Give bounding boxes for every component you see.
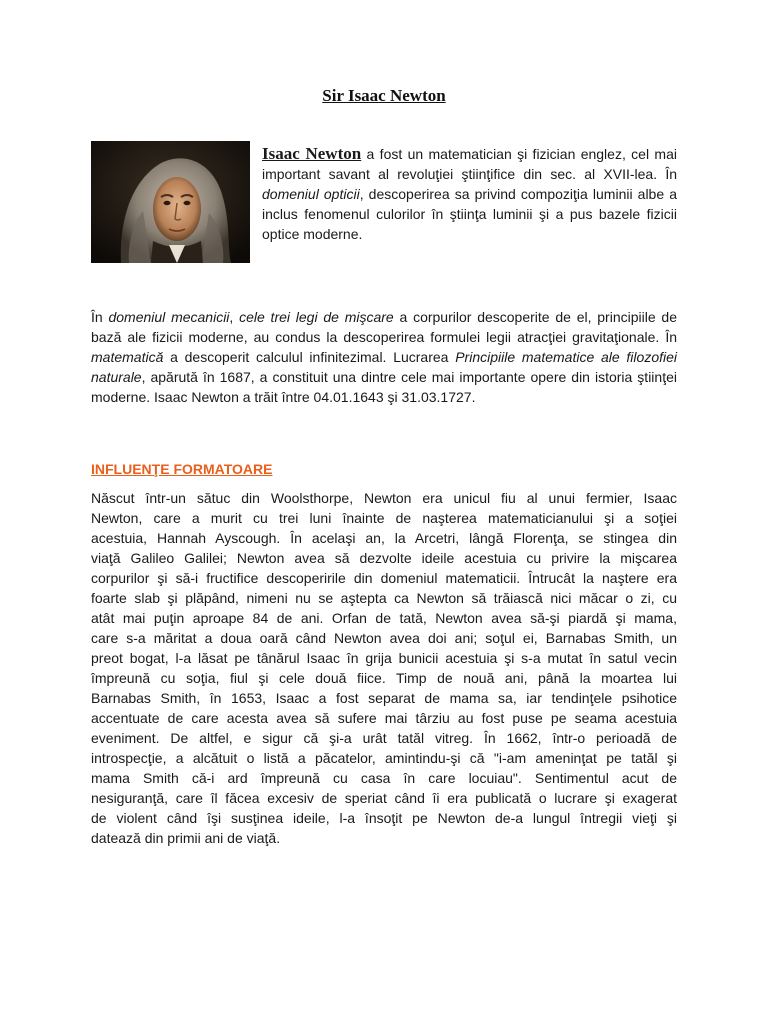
biography-line: de violent când îşi susţinea ideile, l-a însoţit pe Newton de-a lungul întregii vieţi şi [91, 810, 677, 826]
biography-line: preot bogat, l-a lăsat pe tânărul Isaac în grija bunicii acestuia şi s-a mutat în satul vecin [91, 650, 677, 666]
intro-paragraph [262, 144, 677, 244]
biography-line: care s-a măritat a doua oară când Newton avea doi ani; soţul ei, Barnabas Smith, un [91, 630, 677, 646]
biography-line: acestuia, Hannah Ayscough. În acelaşi an, la Arcetri, lângă Florenţa, se stingea din [91, 530, 677, 546]
biography-line: Barnabas Smith, în 1653, Isaac a fost separat de mama sa, iar tendinţele psihotice [91, 690, 677, 706]
mechanics-paragraph [91, 307, 677, 407]
biography-line: eveniment. De altfel, e sigur că şi-a urât tatăl vitreg. În 1662, într-o perioadă de [91, 730, 677, 746]
mechanics-text-5: , apărută în 1687, a constituit una dintre cele mai importante opere din istoria ştiinţei moderne. Isaac Newton a trăit între 04.01.1643 şi 31.03.1727. [91, 369, 677, 405]
page-title: Sir Isaac Newton [322, 86, 446, 105]
mechanics-text-4: a descoperit calculul infinitezimal. Lucrarea [163, 349, 456, 365]
biography-line: Născut într-un sătuc din Woolsthorpe, Newton era unicul fiu al unui fermier, Isaac [91, 490, 677, 506]
newton-portrait-illustration [91, 141, 250, 263]
section-heading: INFLUENŢE FORMATOARE [91, 461, 273, 477]
mechanics-text-2: , [229, 309, 240, 325]
biography-line: mama Smith că-i ard împreună cu casa în care locuiau". Sentimentul acut de [91, 770, 677, 786]
mechanics-emphasis-4: Principiile matematice ale filozofiei naturale [91, 349, 677, 385]
biography-line: nesiguranţă, care îl făcea excesiv de speriat când îi era publicată o lucrare şi exagerat [91, 790, 677, 806]
mechanics-text-3: a corpurilor descoperite de el, principiile de bază ale fizicii moderne, au condus la descoperirea formulei legii atracţiei gravitaţionale. În [91, 309, 677, 345]
biography-line: împreună cu soţia, fiul şi cele două fiice. Timp de nouă ani, până la moartea lui [91, 670, 677, 686]
mechanics-emphasis-2: cele trei legi de mişcare [239, 309, 394, 325]
biography-line: datează din primii ani de viaţă. [91, 830, 281, 846]
person-name: Isaac Newton [262, 144, 362, 163]
biography-paragraph [91, 488, 677, 848]
biography-line: foarte slab şi plăpând, nimeni nu se aştepta ca Newton să trăiască nici măcar o zi, cu [91, 590, 677, 606]
mechanics-emphasis-3: matematică [91, 349, 164, 365]
portrait-image [91, 141, 250, 263]
intro-text-2: , descoperirea sa privind compoziţia luminii albe a inclus fenomenul culorilor în ştiinţa luminii şi a pus bazele fizicii optice moderne. [262, 186, 677, 242]
intro-text-1: a fost un matematician şi fizician englez, cel mai important savant al revoluţiei ştiinţifice din sec. al XVII-lea. În [262, 146, 677, 182]
biography-line: Newton, care a murit cu trei luni înainte de naşterea matematicianului şi a soţiei [91, 510, 677, 526]
mechanics-text-1: În [91, 309, 109, 325]
biography-line: introspecţie, a alcătuit o listă a păcatelor, amintindu-şi că "i-am ameninţat pe tatăl şi [91, 750, 677, 766]
intro-emphasis-1: domeniul opticii [262, 186, 360, 202]
biography-line: corpurilor şi să-i fructifice descoperirile din domeniul matematicii. Întrucât la naştere era [91, 570, 677, 586]
mechanics-emphasis-1: domeniul mecanicii [108, 309, 230, 325]
biography-line: accentuate de care acesta avea să sufere mai târziu au fost puse pe seama acestuia [91, 710, 677, 726]
biography-line: viaţă Galileo Galilei; Newton avea să dezvolte ideile acestuia cu privire la mişcarea [91, 550, 677, 566]
biography-line: atât mai puţin aproape 84 de ani. Orfan de tată, Newton avea să-şi piardă şi mama, [91, 610, 677, 626]
